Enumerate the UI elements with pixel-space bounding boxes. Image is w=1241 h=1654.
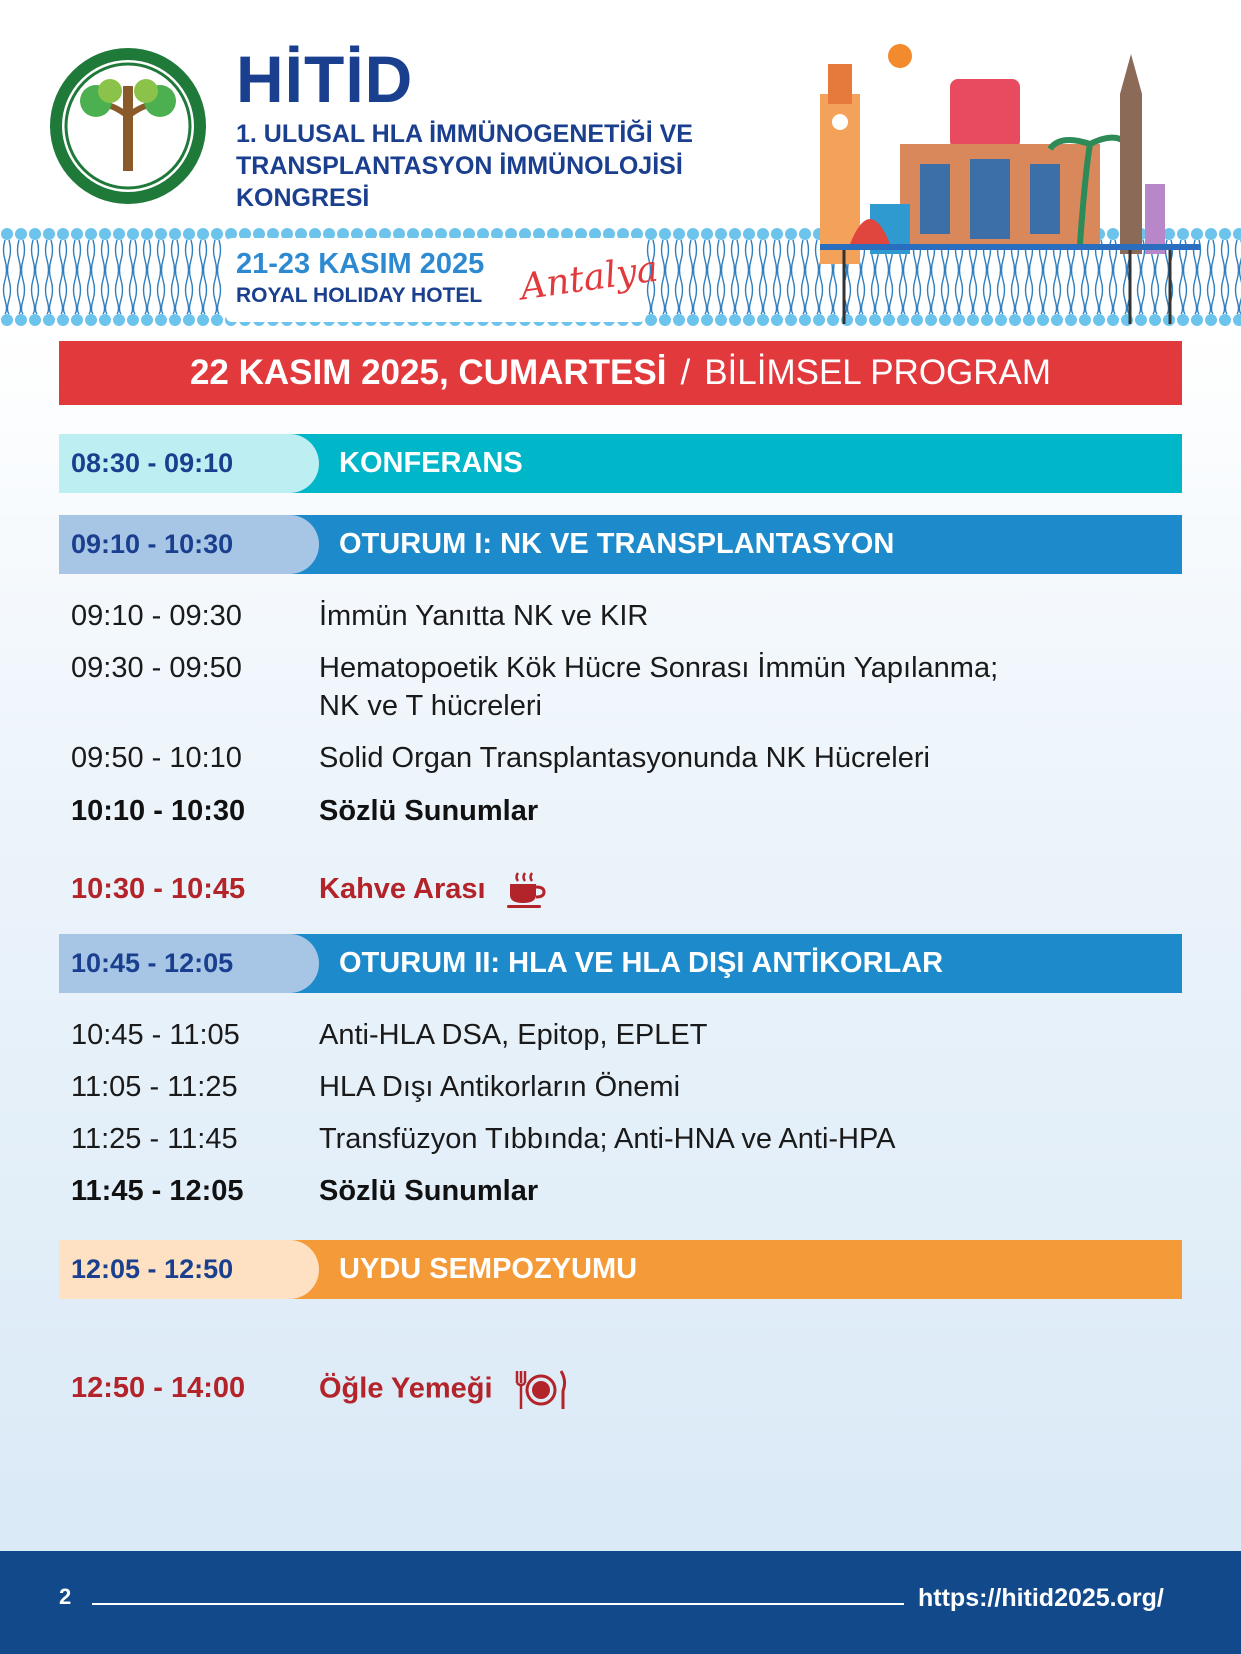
row-title-line: Hematopoetik Kök Hücre Sonrası İmmün Yapılanma; (319, 652, 999, 684)
website-link[interactable]: https://hitid2025.org/ (918, 1584, 1164, 1612)
coffee-cup-icon (506, 871, 546, 909)
session-title: UYDU SEMPOZYUMU (339, 1253, 638, 1285)
row-title: Sözlü Sunumlar (319, 1175, 539, 1207)
congress-title (236, 118, 693, 214)
row-time: 10:45 - 11:05 (71, 1019, 240, 1051)
row-title: Transfüzyon Tıbbında; Anti-HNA ve Anti-HPA (319, 1123, 896, 1155)
brand-title: HİTİD (236, 42, 414, 116)
session-bar-conference (59, 434, 1182, 493)
row-time: 11:05 - 11:25 (71, 1071, 238, 1103)
event-venue: ROYAL HOLIDAY HOTEL (236, 284, 483, 307)
congress-line: KONGRESİ (236, 184, 370, 212)
event-dates: 21-23 KASIM 2025 (236, 248, 485, 280)
congress-line: 1. ULUSAL HLA İMMÜNOGENETİĞİ VE (236, 120, 693, 148)
event-city: Antalya (517, 248, 661, 309)
row-title-line: NK ve T hücreleri (319, 690, 542, 722)
society-logo (48, 46, 208, 206)
page-number: 2 (59, 1584, 72, 1609)
session-time: 09:10 - 10:30 (59, 515, 289, 574)
day-banner-date: 22 KASIM 2025, CUMARTESİ (189, 353, 667, 392)
row-title (319, 1369, 1119, 1411)
row-title: İmmün Yanıtta NK ve KIR (319, 600, 649, 632)
row-time: 12:50 - 14:00 (71, 1372, 246, 1404)
day-banner-separator: / (680, 353, 691, 392)
row-time: 11:45 - 12:05 (71, 1175, 244, 1207)
row-time: 09:10 - 09:30 (71, 600, 242, 632)
plate-fork-knife-icon (513, 1369, 569, 1411)
row-time: 11:25 - 11:45 (71, 1123, 238, 1155)
row-title: Anti-HLA DSA, Epitop, EPLET (319, 1019, 708, 1051)
row-time: 10:10 - 10:30 (71, 795, 246, 827)
row-title: HLA Dışı Antikorların Önemi (319, 1071, 681, 1103)
row-title: Solid Organ Transplantasyonunda NK Hücreleri (319, 742, 930, 774)
row-title (319, 870, 1119, 909)
session-time: 08:30 - 09:10 (59, 434, 289, 493)
session-title: OTURUM I: NK VE TRANSPLANTASYON (339, 528, 895, 560)
row-title (319, 649, 1119, 725)
congress-line: TRANSPLANTASYON İMMÜNOLOJİSİ (236, 152, 683, 180)
row-time: 10:30 - 10:45 (71, 873, 246, 905)
session-bar-oturum-2 (59, 934, 1182, 993)
session-title: OTURUM II: HLA VE HLA DIŞI ANTİKORLAR (339, 947, 944, 979)
session-bar-oturum-1 (59, 515, 1182, 574)
row-time: 09:30 - 09:50 (71, 652, 242, 684)
session-time: 10:45 - 12:05 (59, 934, 289, 993)
day-banner-label: BİLİMSEL PROGRAM (704, 353, 1052, 392)
day-banner (59, 341, 1182, 405)
antalya-skyline-illustration (820, 34, 1200, 334)
row-title: Sözlü Sunumlar (319, 795, 539, 827)
footer-divider (92, 1603, 904, 1605)
lunch-label: Öğle Yemeği (319, 1372, 493, 1405)
session-time: 12:05 - 12:50 (59, 1240, 289, 1299)
row-time: 09:50 - 10:10 (71, 742, 242, 774)
coffee-break-label: Kahve Arası (319, 873, 486, 905)
session-bar-satellite (59, 1240, 1182, 1299)
session-title: KONFERANS (339, 447, 523, 479)
